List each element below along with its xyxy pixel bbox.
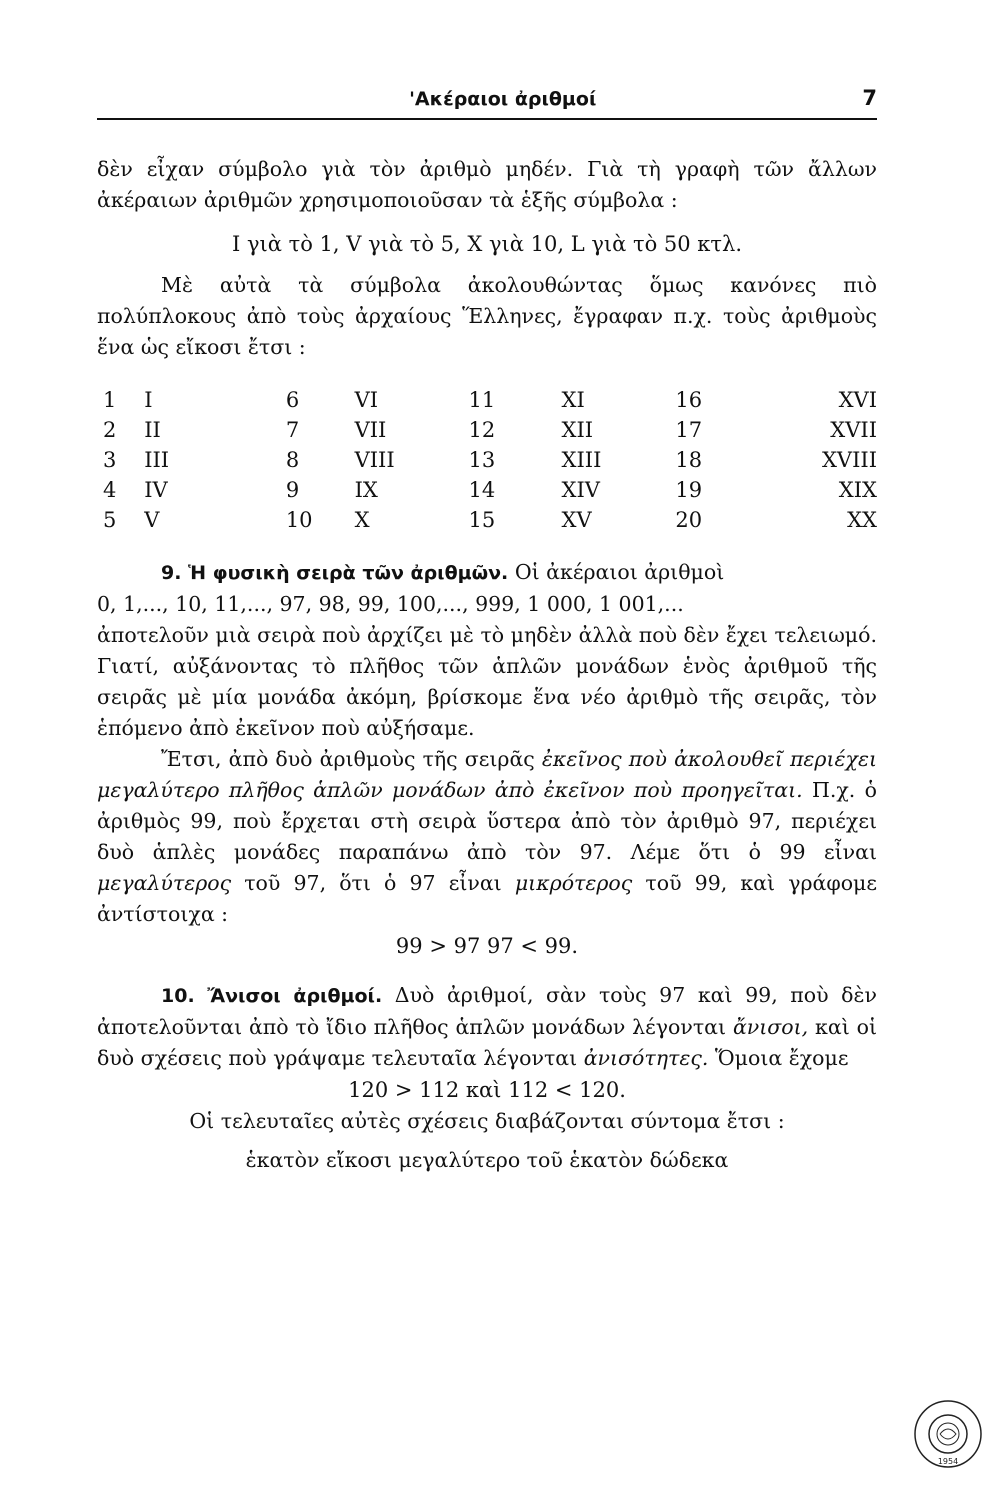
roman-table-cell: 15 (468, 508, 496, 532)
roman-table-cell: 20 (675, 508, 703, 532)
roman-table-cell: XI (561, 388, 585, 412)
roman-table-cell: 13 (468, 448, 496, 472)
roman-table-cell: IX (354, 478, 378, 502)
section-9-heading: 9. Ἡ φυσικὴ σειρὰ τῶν ἀριθμῶν. (161, 562, 509, 584)
roman-table-cell: XVIII (821, 448, 877, 472)
roman-table-cell: III (144, 448, 170, 472)
roman-table-cell: X (354, 508, 370, 532)
seal-year: 1954 (937, 1457, 959, 1466)
roman-table-row (103, 445, 877, 475)
book-page (97, 86, 877, 1176)
roman-table-cell: 2 (103, 418, 117, 442)
text-run: Δυὸ ἀριθμοί, σὰν τοὺς 97 καὶ 99, ποὺ δὲν ἀποτελοῦνται ἀπὸ τὸ ἴδιο πλῆθος ἁπλῶν μονάδων λέγονται (97, 983, 877, 1039)
italic-run: μεγαλύτερος (97, 871, 232, 895)
roman-table-cell: XVII (830, 418, 877, 442)
roman-table-cell: 1 (103, 388, 117, 412)
header-title: 'Ακέραιοι ἀριθμοί (409, 88, 597, 110)
roman-table-row (103, 505, 877, 535)
page-number: 7 (862, 86, 877, 110)
section-10-heading: 10. Ἄνισοι ἀριθμοί. (161, 985, 383, 1007)
text-run: Π.χ. ὁ ἀριθμὸς 99, ποὺ ἔρχεται στὴ σειρὰ ὕστερα ἀπὸ τὸν ἀριθμὸ 97, περιέχει δυὸ ἁπλὲς μονάδες παραπάνω ἀπὸ τὸν 97. Λέμε ὅτι ὁ 99 εἶναι (97, 778, 877, 864)
roman-symbols-line: I γιὰ τὸ 1, V γιὰ τὸ 5, X γιὰ 10, L γιὰ τὸ 50 κτλ. (231, 232, 743, 256)
foundation-seal-icon (912, 1398, 984, 1470)
roman-table-cell: VII (354, 418, 387, 442)
roman-table-cell: 16 (675, 388, 703, 412)
roman-table-cell: XV (561, 508, 592, 532)
italic-run: μικρότερος (514, 871, 633, 895)
reading-intro: Οἱ τελευταῖες αὐτὲς σχέσεις διαβάζονται σύντομα ἔτσι : (189, 1109, 785, 1133)
roman-table-cell: XIII (561, 448, 602, 472)
roman-table-cell: IV (144, 478, 168, 502)
roman-table-cell: VIII (354, 448, 395, 472)
roman-table-cell: XIX (838, 478, 877, 502)
italic-run: ἄνισοι, (732, 1015, 809, 1039)
roman-table-cell: XVI (838, 388, 877, 412)
text-run: τοῦ 97, ὅτι ὁ 97 εἶναι (244, 871, 502, 895)
roman-table-cell: 18 (675, 448, 703, 472)
roman-table-cell: XII (561, 418, 594, 442)
section-10-paragraph (97, 980, 877, 1074)
text-run: Ἔτσι, ἀπὸ δυὸ ἀριθμοὺς τῆς σειρᾶς (161, 747, 535, 771)
section-9-lead: Οἱ ἀκέραιοι ἀριθμοὶ (514, 560, 725, 584)
section-9-body: ἀποτελοῦν μιὰ σειρὰ ποὺ ἀρχίζει μὲ τὸ μηδὲν ἀλλὰ ποὺ δὲν ἔχει τελειωμό. Γιατί, αὐξάνοντας τὸ πλῆθος τῶν ἁπλῶν μονάδων ἑνὸς ἀριθμοῦ τῆς σειρᾶς μὲ μία μονάδα ἀκόμη, βρίσκομε ἕνα νέο ἀριθμὸ τῆς σειρᾶς, τὸν ἑπόμενο ἀπὸ ἐκεῖνον ποὺ αὐξήσαμε. (97, 623, 877, 740)
italic-run: ἐκεῖνος ποὺ ἀκολουθεῖ περιέχει μεγαλύτερο πλῆθος ἁπλῶν μονάδων ἀπὸ ἐκεῖνον ποὺ προηγεῖται. (97, 747, 877, 802)
italic-run: ἀνισότητες. (583, 1046, 709, 1070)
roman-table-cell: V (144, 508, 160, 532)
roman-table-cell: 9 (285, 478, 300, 502)
text-run: Ὅμοια ἔχομε (714, 1046, 849, 1070)
inequality-120-112: 120 > 112 καὶ 112 < 120. (348, 1078, 626, 1102)
roman-table-cell: I (144, 388, 153, 412)
roman-table-cell: 8 (285, 448, 300, 472)
section-9-paragraph-2 (97, 744, 877, 930)
roman-table-cell: 12 (468, 418, 496, 442)
roman-table-row (103, 415, 877, 445)
number-sequence: 0, 1,..., 10, 11,..., 97, 98, 99, 100,..., 999, 1 000, 1 001,... (97, 592, 684, 616)
roman-table-cell: 6 (285, 388, 300, 412)
running-header (97, 86, 877, 120)
roman-table-cell: 5 (103, 508, 117, 532)
roman-table-cell: XIV (561, 478, 600, 502)
paragraph-1: δὲν εἶχαν σύμβολο γιὰ τὸν ἀριθμὸ μηδέν. Γιὰ τὴ γραφὴ τῶν ἄλλων ἀκέραιων ἀριθμῶν χρησιμοποιοῦσαν τὰ ἑξῆς σύμβολα : (97, 157, 877, 212)
roman-table-cell: 19 (675, 478, 703, 502)
roman-table-cell: 3 (103, 448, 117, 472)
roman-numeral-table (103, 385, 877, 535)
roman-table-cell: 4 (103, 478, 117, 502)
roman-table-cell: XX (847, 508, 877, 532)
roman-table-cell: 10 (285, 508, 313, 532)
roman-table-cell: 7 (285, 418, 300, 442)
section-9-intro (97, 557, 877, 589)
roman-table-cell: VI (354, 388, 379, 412)
roman-table-cell: 17 (675, 418, 703, 442)
text-run: καὶ οἱ δυὸ σχέσεις ποὺ γράψαμε τελευταῖα λέγονται (97, 1015, 877, 1070)
roman-table-cell: II (144, 418, 161, 442)
text-run: τοῦ 99, καὶ γράφομε ἀντίστοιχα : (97, 871, 877, 926)
roman-table-cell: 11 (468, 388, 496, 412)
roman-table-cell: 14 (468, 478, 496, 502)
roman-table-row (103, 475, 877, 505)
reading-example: ἑκατὸν εἴκοσι μεγαλύτερο τοῦ ἑκατὸν δώδεκα (245, 1148, 729, 1172)
paragraph-2: Μὲ αὐτὰ τὰ σύμβολα ἀκολουθώντας ὅμως κανόνες πιὸ πολύπλοκους ἀπὸ τοὺς ἀρχαίους Ἕλληνες, ἔγραφαν π.χ. τοὺς ἀριθμοὺς ἕνα ὡς εἴκοσι ἔτσι : (97, 273, 877, 359)
roman-table-row (103, 385, 877, 415)
inequality-97-99: 99 > 97 97 < 99. (395, 934, 579, 958)
